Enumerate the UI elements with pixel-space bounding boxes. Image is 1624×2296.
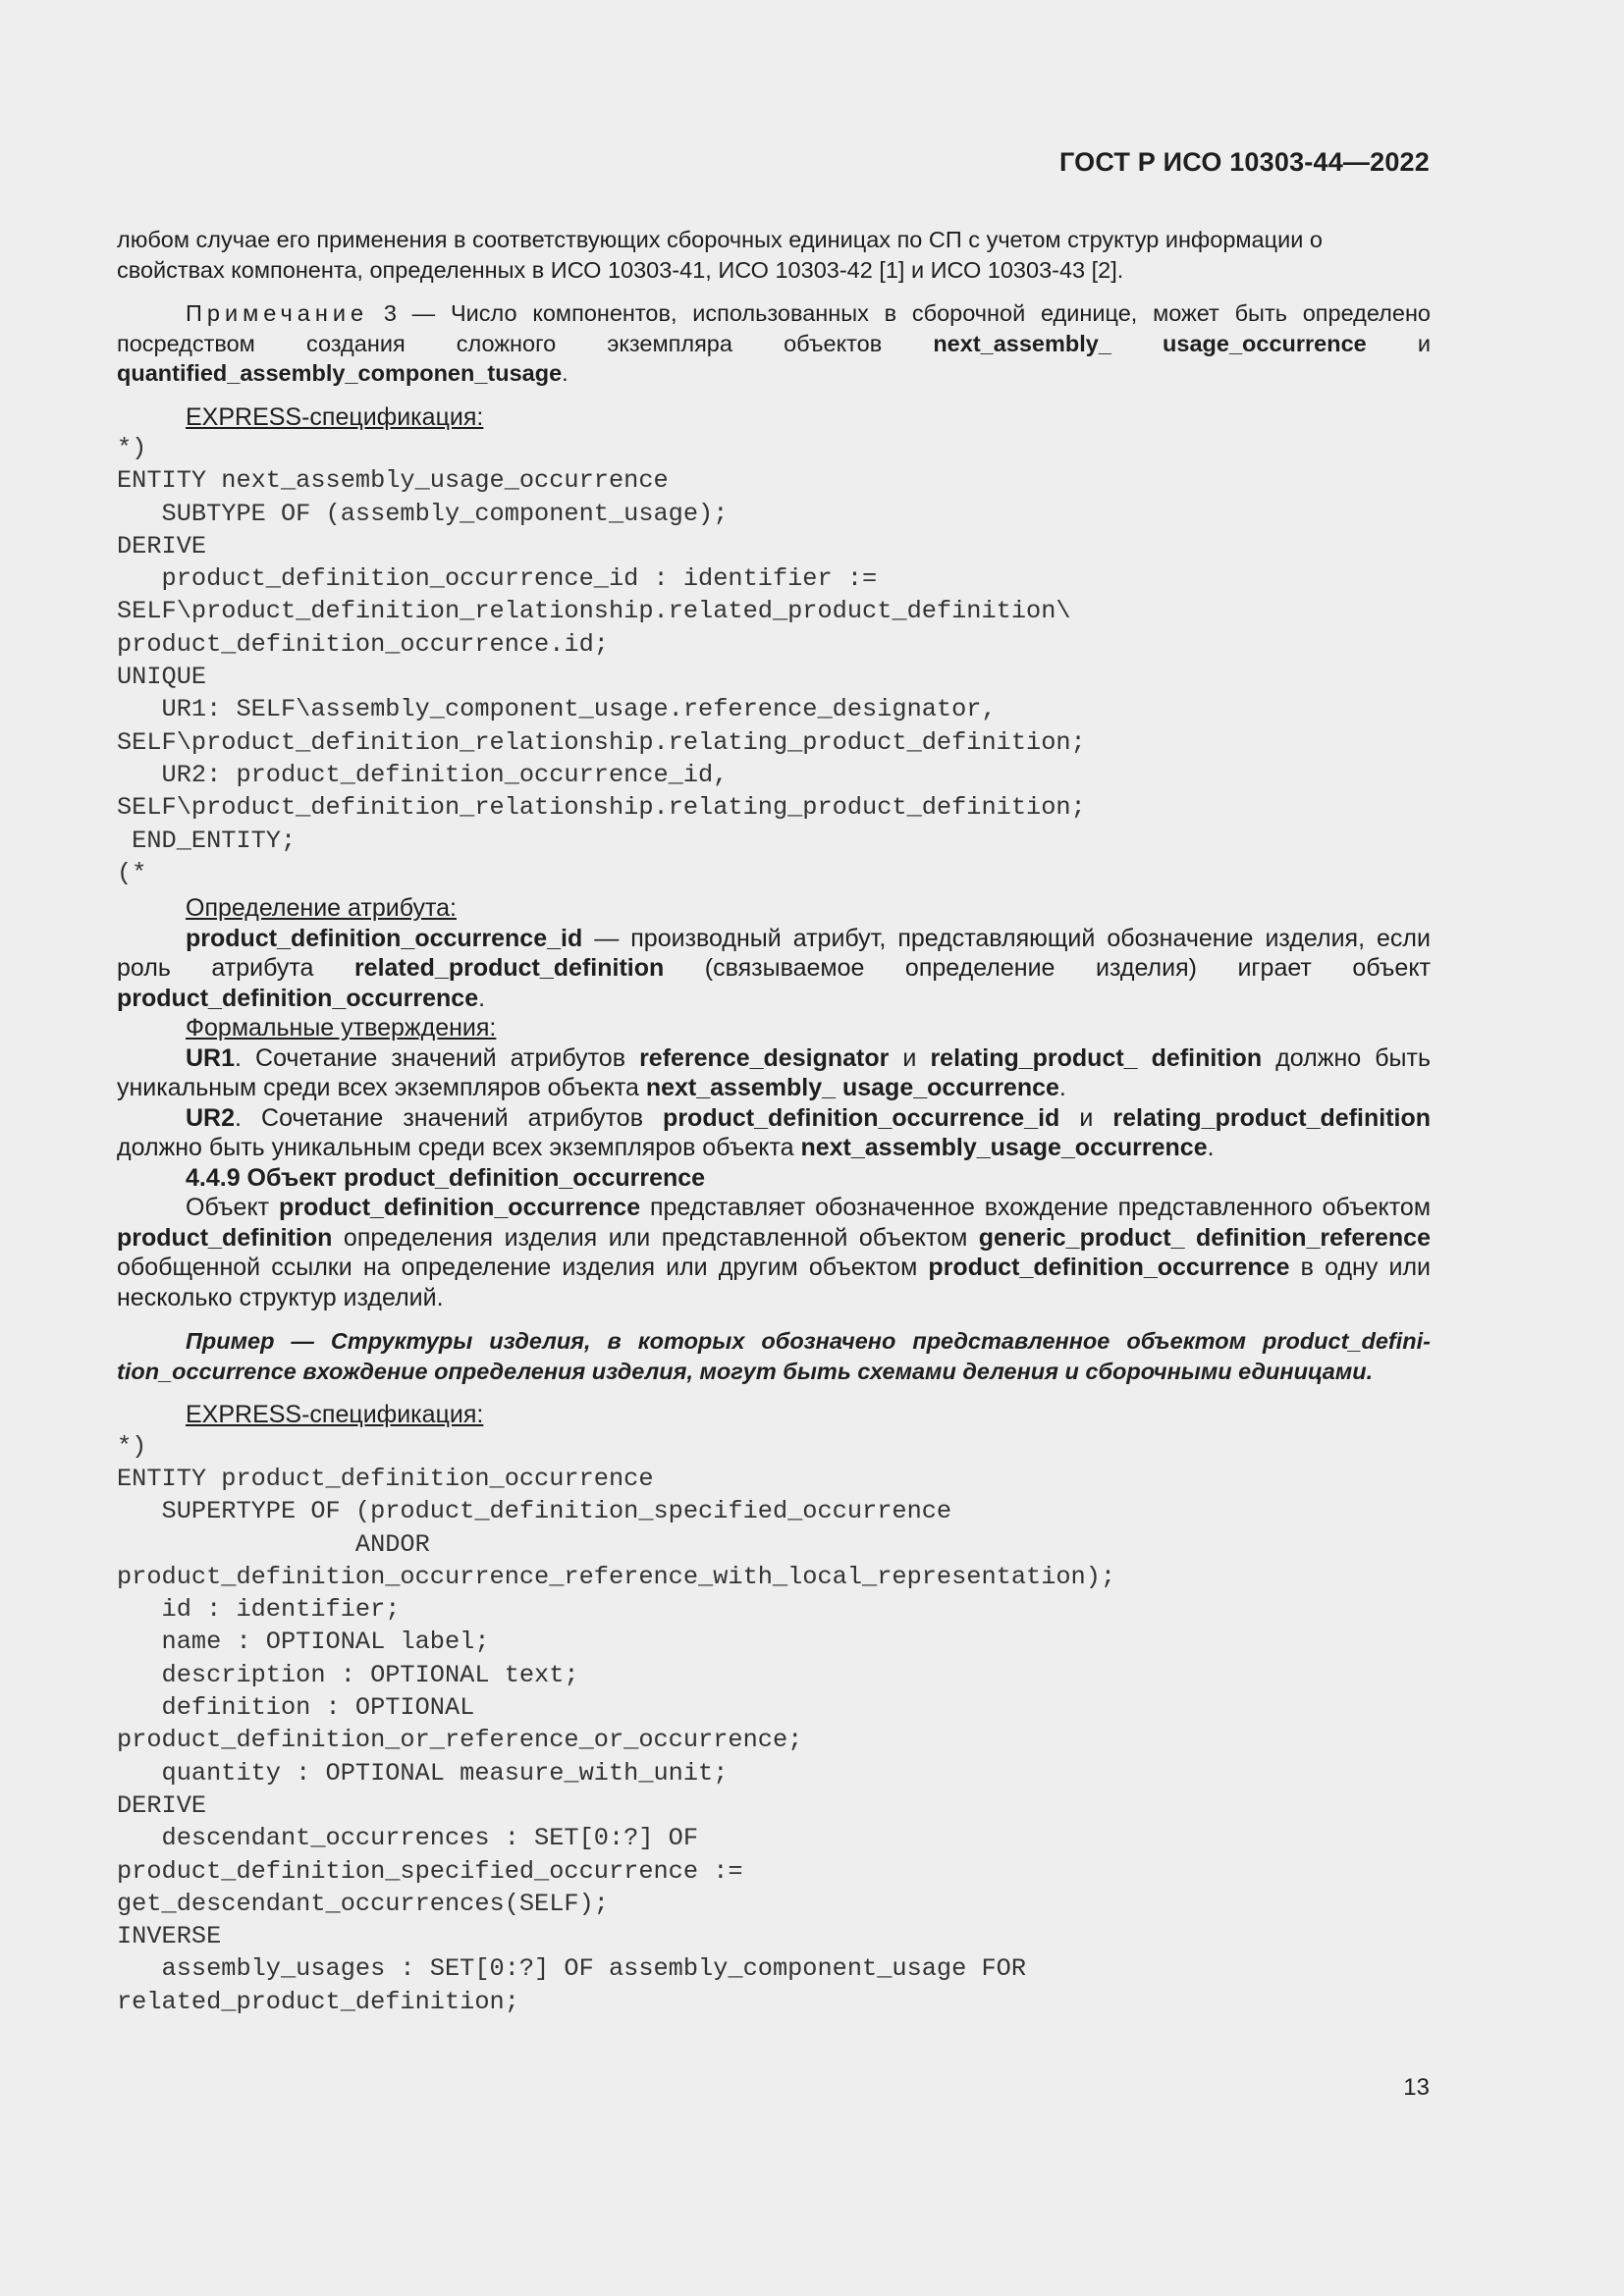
code-line: assembly_usages : SET[0:?] OF assembly_component_usage FOR: [117, 1954, 1027, 1984]
express-spec-label: EXPRESS-спецификация:: [186, 402, 484, 431]
express-spec-label-2: EXPRESS-спецификация:: [186, 1401, 484, 1429]
code-line: UNIQUE: [117, 663, 207, 692]
code-line: ENTITY next_assembly_usage_occurrence: [117, 466, 669, 496]
code-line: END_ENTITY;: [117, 826, 297, 855]
formal-ur2: UR2. Сочетание значений атрибутов product_definition_occurrence_id и relating_product_definition должно быть уникальным среди всех экземпляров объекта next_assembly_usage_occurrence.: [117, 1103, 1432, 1162]
code-line: product_definition_occurrence_reference_with_local_representation);: [117, 1562, 1116, 1591]
code-line: UR1: SELF\assembly_component_usage.reference_designator,: [117, 695, 997, 724]
document-header: ГОСТ Р ИСО 10303-44—2022: [1059, 147, 1430, 177]
note-label: Примечание: [186, 300, 369, 326]
intro-line-1: любом случае его применения в соответствующих сборочных единицах по СП с учетом структур информации о: [117, 227, 1323, 252]
code-line: definition : OPTIONAL: [117, 1693, 475, 1723]
code-line: product_definition_specified_occurrence :=: [117, 1856, 743, 1886]
code-line: ANDOR: [117, 1529, 430, 1559]
code-line: SUBTYPE OF (assembly_component_usage);: [117, 499, 729, 528]
section-body: Объект product_definition_occurrence представляет обозначенное вхождение представленного объектом product_definition определения изделия или представленной объектом generic_product_ definition_reference обобщенной ссылки на определение изделия или другим объектом product_definition_occurrence в одну или несколько структур изделий.: [117, 1194, 1432, 1311]
note-3: Примечание 3 — Число компонентов, использованных в сборочной единице, может быть определено посредством создания сложного экземпляра объектов next_assembly_ usage_occurrence и quantified_assembly_componen_tusage.: [117, 300, 1432, 386]
code-line: ENTITY product_definition_occurrence: [117, 1464, 654, 1493]
express-code-block-1: [117, 432, 1431, 889]
code-line: (*: [117, 858, 147, 887]
code-line: SELF\product_definition_relationship.relating_product_definition;: [117, 793, 1086, 823]
code-line: SUPERTYPE OF (product_definition_specified_occurrence: [117, 1497, 952, 1526]
code-line: *): [117, 434, 147, 462]
intro-paragraph: [117, 225, 1431, 285]
code-line: INVERSE: [117, 1922, 222, 1951]
code-line: UR2: product_definition_occurrence_id,: [117, 760, 729, 789]
code-line: product_definition_or_reference_or_occurrence;: [117, 1726, 803, 1755]
code-line: get_descendant_occurrences(SELF);: [117, 1889, 609, 1918]
code-line: product_definition_occurrence_id : identifier :=: [117, 564, 878, 594]
code-line: DERIVE: [117, 531, 207, 561]
code-line: descendant_occurrences : SET[0:?] OF: [117, 1824, 699, 1853]
code-line: DERIVE: [117, 1790, 207, 1820]
code-line: SELF\product_definition_relationship.related_product_definition\: [117, 597, 1071, 626]
code-line: quantity : OPTIONAL measure_with_unit;: [117, 1758, 729, 1788]
code-line: name : OPTIONAL label;: [117, 1628, 490, 1657]
attribute-definition-label: Определение атрибута:: [186, 894, 457, 923]
intro-line-2: свойствах компонента, определенных в ИСО 10303-41, ИСО 10303-42 [1] и ИСО 10303-43 [2].: [117, 256, 1124, 283]
code-line: product_definition_occurrence.id;: [117, 629, 609, 659]
code-line: id : identifier;: [117, 1595, 401, 1625]
code-line: description : OPTIONAL text;: [117, 1660, 579, 1689]
section-title: 4.4.9 Объект product_definition_occurrence: [186, 1163, 706, 1192]
code-line: SELF\product_definition_relationship.relating_product_definition;: [117, 727, 1086, 757]
express-code-block-2: [117, 1430, 1431, 2018]
formal-propositions-label: Формальные утверждения:: [186, 1014, 497, 1042]
attribute-definition: product_definition_occurrence_id — производный атрибут, представляющий обозначение изделия, если роль атрибута related_product_definition (связываемое определение изделия) играет объект product_definition_occurrence.: [117, 924, 1432, 1012]
page-number: 13: [1403, 2074, 1430, 2101]
code-line: related_product_definition;: [117, 1987, 519, 2016]
page-content: [117, 225, 1431, 2018]
formal-ur1: UR1. Сочетание значений атрибутов reference_designator и relating_product_ definition должно быть уникальным среди всех экземпляров объекта next_assembly_ usage_occurrence.: [117, 1043, 1431, 1102]
code-line: *): [117, 1431, 147, 1461]
example-paragraph: Пример — Структуры изделия, в которых обозначено представленное объектом product_definition_occurrence вхождение определения изделия, могут быть схемами деления и сборочными единицами.: [117, 1328, 1431, 1384]
